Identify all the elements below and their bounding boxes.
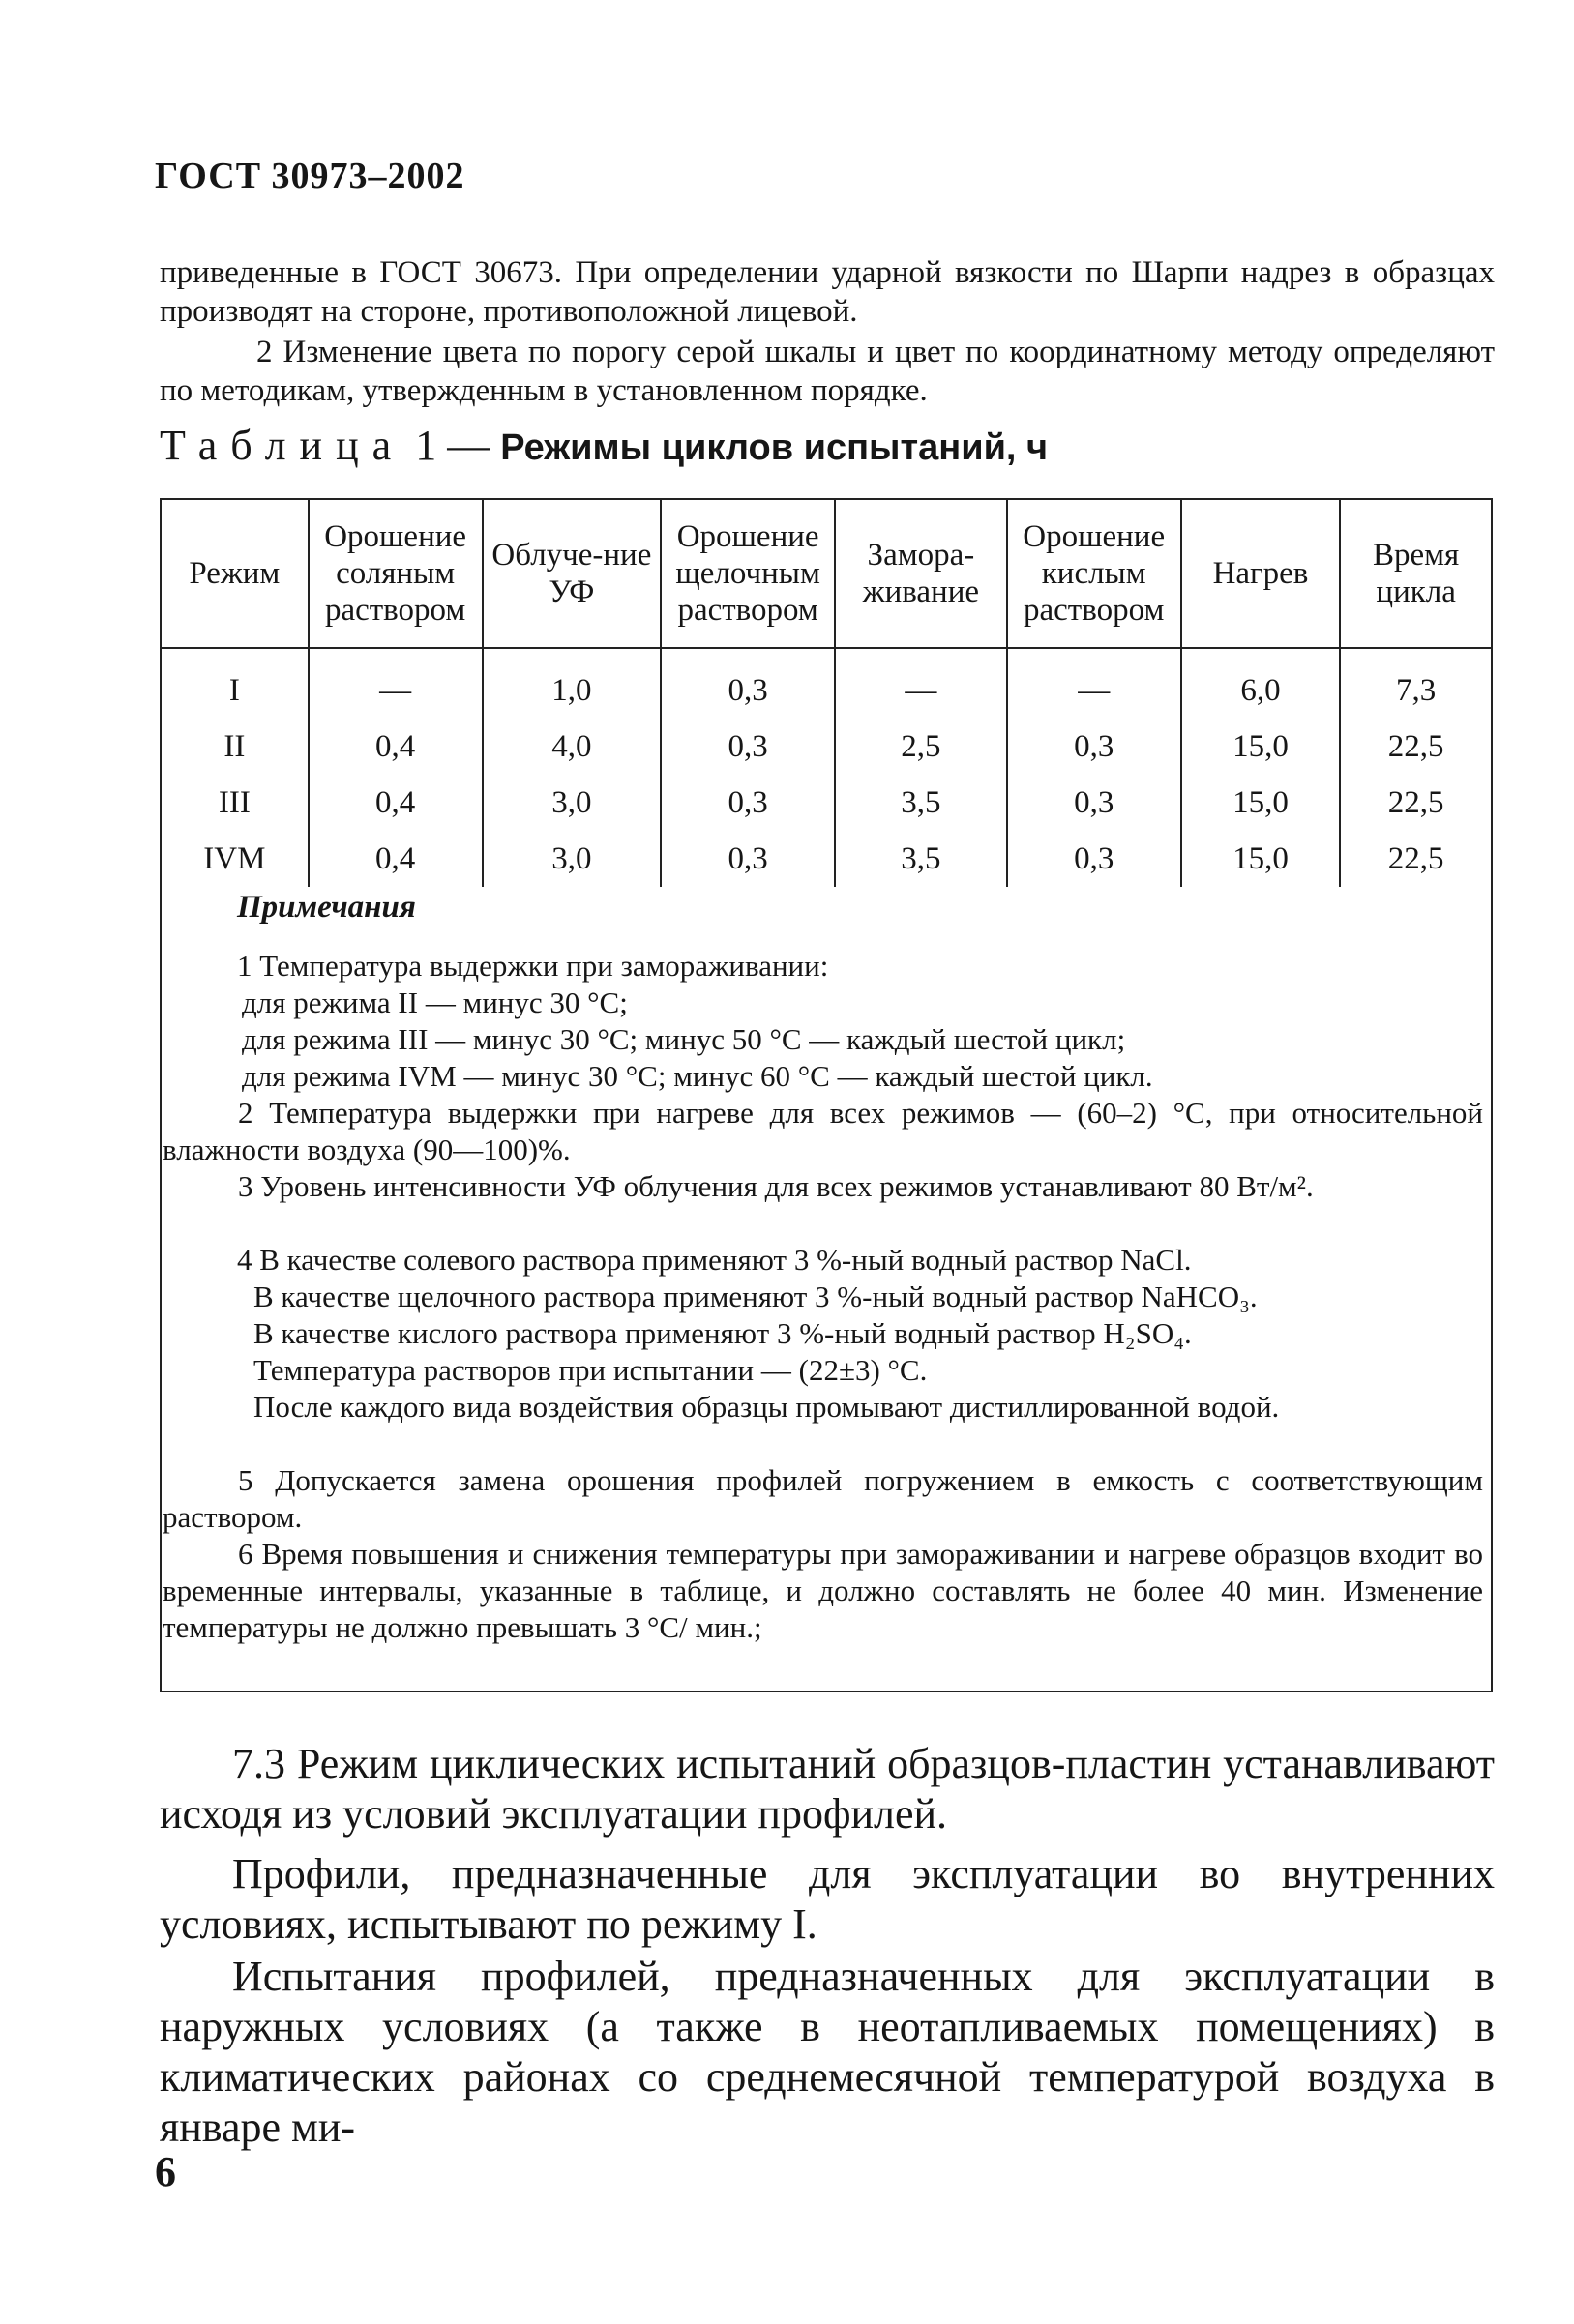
body-paragraph-indoor: Профили, предназначенные для эксплуатации во внутренних условиях, испытывают по режиму I.	[160, 1850, 1495, 1948]
table-cell: I	[161, 648, 309, 719]
table-cell: —	[309, 648, 483, 719]
table-label: Таблица	[160, 422, 405, 469]
page-number: 6	[155, 2148, 176, 2195]
table-row	[161, 831, 1492, 887]
header-heating: Нагрев	[1181, 499, 1341, 648]
header-cycle-time: Время цикла	[1340, 499, 1492, 648]
body-paragraph-outdoor: Испытания профилей, предназначенных для эксплуатации в наружных условиях (а также в неотапливаемых помещениях) в климатических районах со среднемесячной температурой воздуха в январе ми-	[160, 1953, 1495, 2151]
table-cell: 0,3	[661, 719, 835, 775]
table-cell: 0,3	[661, 648, 835, 719]
note-4-rinse: После каждого вида воздействия образцы промывают дистиллированной водой.	[253, 1390, 1280, 1424]
document-code-header: ГОСТ 30973–2002	[155, 156, 465, 196]
table-cell: III	[161, 775, 309, 831]
table-row	[161, 775, 1492, 831]
header-mode: Режим	[161, 499, 309, 648]
intro-paragraph-2: 2 Изменение цвета по порогу серой шкалы и цвет по координатному методу определяют по методикам, утвержденным в установленном порядке.	[160, 335, 1495, 408]
table-cell: 3,0	[483, 831, 662, 887]
intro-paragraph-1: приведенные в ГОСТ 30673. При определении ударной вязкости по Шарпи надрез в образцах производят на стороне, противоположной лицевой.	[160, 255, 1495, 329]
notes-title: Примечания	[237, 890, 416, 925]
note-1: 1 Температура выдержки при замораживании:	[237, 949, 829, 983]
table-cell: 0,4	[309, 719, 483, 775]
table-cell: 0,3	[1007, 831, 1181, 887]
note-2: 2 Температура выдержки при нагреве для всех режимов — (60–2) °С, при относительной влажности воздуха (90—100)%.	[163, 1096, 1483, 1166]
table-cell: 0,4	[309, 775, 483, 831]
note-1-mode-4: для режима IVM — минус 30 °С; минус 60 °С — каждый шестой цикл.	[242, 1059, 1153, 1093]
table-dash: —	[436, 422, 501, 469]
table-cell: —	[835, 648, 1007, 719]
table-cell: 1,0	[483, 648, 662, 719]
table-cell: 22,5	[1340, 775, 1492, 831]
note-4: 4 В качестве солевого раствора применяют 3 %-ный водный раствор NaCl.	[237, 1243, 1192, 1277]
table-cell: 3,0	[483, 775, 662, 831]
table-row	[161, 719, 1492, 775]
table-header-row	[161, 499, 1492, 648]
note-5: 5 Допускается замена орошения профилей погружением в емкость с соответствующим раствором.	[163, 1463, 1483, 1534]
table-cell: 7,3	[1340, 648, 1492, 719]
table-number: 1	[415, 422, 437, 469]
header-alkaline-spray: Орошение щелочным раствором	[661, 499, 835, 648]
table-cell: 0,3	[1007, 775, 1181, 831]
table-cell: 4,0	[483, 719, 662, 775]
header-freezing: Замора-живание	[835, 499, 1007, 648]
section-7-3-paragraph: 7.3 Режим циклических испытаний образцов-пластин устанавливают исходя из условий эксплуатации профилей.	[160, 1740, 1495, 1838]
note-4-alkaline: В качестве щелочного раствора применяют 3 %-ный водный раствор NaHCO₃.	[253, 1280, 1258, 1313]
header-acid-spray: Орошение кислым раствором	[1007, 499, 1181, 648]
note-4-temperature: Температура растворов при испытании — (22±3) °С.	[253, 1353, 928, 1387]
table-row	[161, 648, 1492, 719]
table-caption: Режимы циклов испытаний, ч	[500, 427, 1049, 468]
table-cell: 0,4	[309, 831, 483, 887]
header-salt-spray: Орошение соляным раствором	[309, 499, 483, 648]
table-cell: 15,0	[1181, 831, 1341, 887]
table-cell: 2,5	[835, 719, 1007, 775]
table-cell: 6,0	[1181, 648, 1341, 719]
table-cell: 3,5	[835, 775, 1007, 831]
test-cycle-table	[160, 498, 1493, 887]
note-1-mode-3: для режима III — минус 30 °С; минус 50 °С — каждый шестой цикл;	[242, 1022, 1126, 1056]
table-cell: 0,3	[1007, 719, 1181, 775]
table-cell: 0,3	[661, 831, 835, 887]
table-cell: II	[161, 719, 309, 775]
table-cell: IVM	[161, 831, 309, 887]
header-uv: Облуче-ние УФ	[483, 499, 662, 648]
table-cell: 22,5	[1340, 831, 1492, 887]
note-3: 3 Уровень интенсивности УФ облучения для всех режимов устанавливают 80 Вт/м².	[238, 1169, 1314, 1203]
table-cell: 22,5	[1340, 719, 1492, 775]
table-title	[160, 421, 1048, 470]
table-cell: 3,5	[835, 831, 1007, 887]
table-cell: 15,0	[1181, 775, 1341, 831]
table-cell: —	[1007, 648, 1181, 719]
note-4-acid: В качестве кислого раствора применяют 3 %-ный водный раствор H₂SO₄.	[253, 1316, 1192, 1350]
note-6: 6 Время повышения и снижения температуры при замораживании и нагреве образцов входит во временные интервалы, указанные в таблице, и должно составлять не более 40 мин. Изменение температуры не должно превышать 3 °С/ мин.;	[163, 1537, 1483, 1644]
table-cell: 0,3	[661, 775, 835, 831]
note-1-mode-2: для режима II — минус 30 °С;	[242, 985, 628, 1019]
table-cell: 15,0	[1181, 719, 1341, 775]
